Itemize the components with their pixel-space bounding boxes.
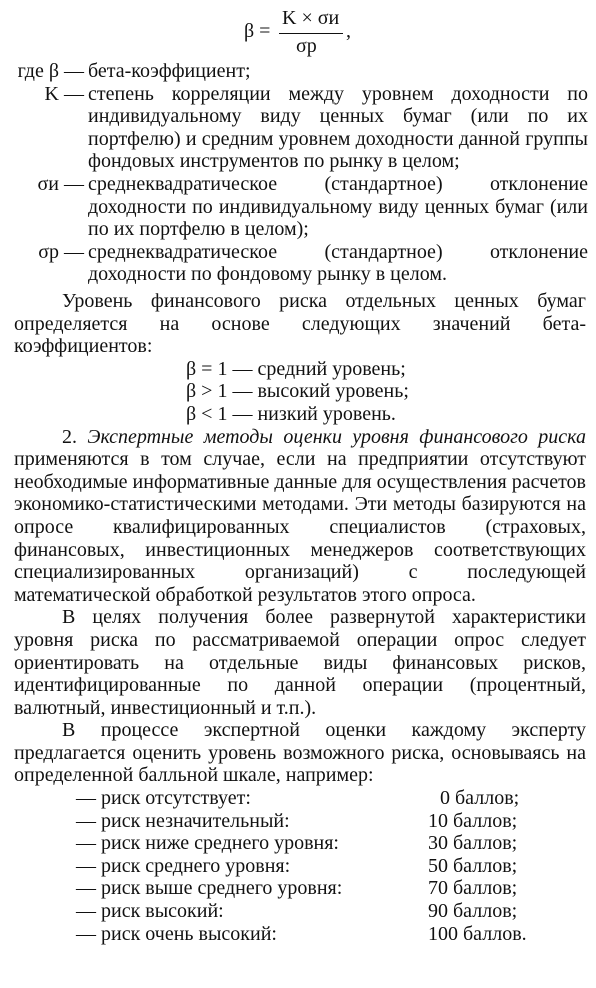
scale-row (76, 855, 546, 878)
definition-item (0, 173, 596, 241)
definition-symbol: K — (44, 82, 84, 105)
scale-label: — риск высокий: (76, 900, 224, 923)
formula-denominator: σр (296, 35, 317, 57)
scale-value: 100 баллов. (428, 922, 527, 945)
scale-value: 70 баллов; (428, 877, 518, 900)
beta-formula (0, 4, 596, 60)
scale-row (76, 787, 546, 810)
scale-label: — риск отсутствует: (76, 787, 251, 810)
paragraph-detail: В целях получения более развернутой характеристики уровня риска по рассматриваемой операции опрос следует ориентировать на отдельные виды финансовых рисков, идентифицированные по данной операции (процентный, валютный, инвестиционный и т.п.). (14, 606, 586, 719)
definition-symbol: где β — (17, 60, 84, 82)
definition-text: среднеквадратическое (стандартное) отклонение доходности по индивидуальному виду ценных бумаг (или по их портфелю в целом); (88, 172, 588, 241)
section-text: применяются в том случае, если на предприятии отсутствуют необходимые информативные данные для осуществления расчетов экономико-статистическими методами. Эти методы базируются на опросе квалифицированных специалистов (страховых, финансовых, инвестиционных менеджеров соответствующих специализированных организаций) с последующей математической обработкой результатов этого опроса. (14, 448, 586, 606)
definition-item (0, 241, 596, 286)
scale-value: 10 баллов; (428, 809, 518, 832)
scale-value: 30 баллов; (428, 832, 518, 855)
section-number: 2. (62, 425, 77, 448)
section-title: Экспертные методы оценки уровня финансового риска (87, 425, 587, 448)
fraction-bar (279, 33, 343, 34)
beta-level-item: β < 1 — низкий уровень. (186, 402, 396, 425)
definition-text: среднеквадратическое (стандартное) отклонение доходности по фондовому рынку в целом. (88, 240, 588, 286)
beta-level-item: β = 1 — средний уровень; (186, 357, 406, 380)
definition-text: степень корреляции между уровнем доходности по индивидуальному виду ценных бумаг (или по их портфелю) и средним уровнем доходности данной группы фондовых инструментов по рынку в целом; (88, 82, 588, 173)
scale-value: 90 баллов; (428, 900, 518, 923)
definition-symbol: σи — (37, 172, 84, 195)
definition-item (0, 83, 596, 173)
definition-item (0, 60, 596, 83)
scale-label: — риск незначительный: (76, 809, 290, 832)
score-scale (76, 787, 546, 945)
formula-comma: , (346, 20, 351, 42)
scale-row (76, 832, 546, 855)
scale-value: 0 баллов; (440, 787, 520, 810)
scale-row (76, 810, 546, 833)
paragraph-risk-level: Уровень финансового риска отдельных ценных бумаг определяется на основе следующих значений бета-коэффициентов: (14, 290, 586, 358)
scale-label: — риск очень высокий: (76, 922, 277, 945)
beta-levels-list (186, 358, 586, 426)
scale-value: 50 баллов; (428, 854, 518, 877)
scale-label: — риск среднего уровня: (76, 854, 291, 877)
scale-label: — риск ниже среднего уровня: (76, 832, 339, 855)
formula-lhs: β = (244, 20, 271, 42)
body-text (14, 290, 586, 945)
paragraph-expert: В процессе экспертной оценки каждому эксперту предлагается оценить уровень возможного риска, основываясь на определенной балльной шкале, например: (14, 719, 586, 787)
scale-row (76, 877, 546, 900)
paragraph-section-2 (14, 426, 586, 607)
beta-level-item: β > 1 — высокий уровень; (186, 380, 409, 403)
definitions-list (0, 60, 596, 286)
scale-label: — риск выше среднего уровня: (76, 877, 343, 900)
scale-row (76, 923, 546, 946)
definition-text: бета-коэффициент; (88, 60, 251, 82)
formula-numerator: K × σи (282, 7, 340, 29)
definition-symbol: σр — (38, 240, 84, 263)
scale-row (76, 900, 546, 923)
